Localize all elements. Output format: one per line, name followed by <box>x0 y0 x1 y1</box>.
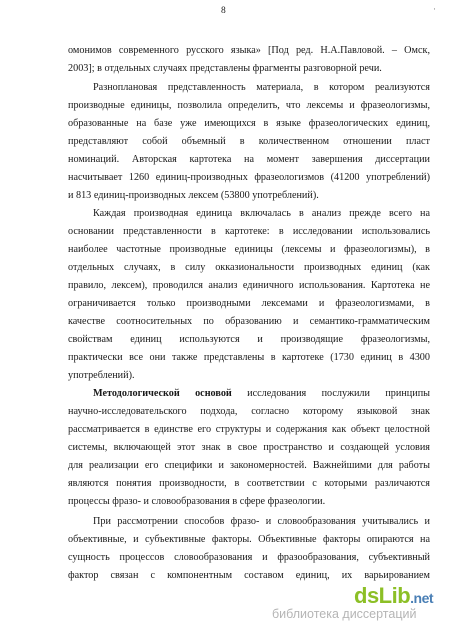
text-line: являются понятия производности, в соответствии с которыми различаются <box>68 478 430 489</box>
text-line: употреблений). <box>68 370 135 381</box>
text-line: фактор связан с компонентным составом единиц, их варьированием <box>68 570 430 581</box>
corner-mark: · <box>433 4 436 14</box>
text-line: основании представленности в картотеке: в исследовании использовались <box>68 226 430 237</box>
text-line: свойствам единиц используются и производящие фразеологизмы, <box>68 334 430 345</box>
text-line: рассматривается в единстве его структуры и содержания как объект целостной <box>68 424 430 435</box>
text-line: производные единицы, позволила определить, что лексемы и фразеологизмы, <box>68 100 430 111</box>
text-line: При рассмотрении способов фразо- и словообразования учитывались и <box>93 516 430 527</box>
page-number: 8 <box>221 6 226 16</box>
text-line: наиболее частотные производные единицы (лексемы и фразеологизмы), в <box>68 244 430 255</box>
text-line: отдельных случаях, в силу окказиональности производных единиц (как <box>68 262 430 273</box>
text-line: ограничивается только производными лексемами и фразеологизмами, в <box>68 298 430 309</box>
text-line: представляют собой объемный в количественном отношении пласт <box>68 136 430 147</box>
text-line: сущность процессов словообразования и фразообразования, субъективный <box>68 552 430 563</box>
text-line: номинаций. Авторская картотека на момент завершения диссертации <box>68 154 430 165</box>
text-line: объективные, и субъективные факторы. Объективные факторы опираются на <box>68 534 430 545</box>
text-line: системы, включающей этот знак в свое пространство и создающей условия <box>68 442 430 453</box>
text-line: процессы фразо- и словообразования в сфере фразеологии. <box>68 496 326 507</box>
watermark-subtitle: библиотека диссертаций <box>272 607 417 621</box>
text-line: правило, лексем), проводился анализ единичного использования. Картотека не <box>68 280 430 291</box>
text-line: Методологической основой исследования послужили принципы <box>93 388 430 399</box>
text-line: и 813 единиц-производных лексем (53800 употреблений). <box>68 190 319 201</box>
dslib-logo: dsLib.net <box>354 583 434 608</box>
text-line: омонимов современного русского языка» [Под ред. Н.А.Павловой. – Омск, <box>68 45 430 56</box>
text-line: насчитывает 1260 единиц-производных фразеологизмов (41200 употреблений) <box>68 172 430 183</box>
bold-phrase: Методологической основой <box>93 388 232 399</box>
text-line: образованные на базе уже имеющихся в языке фразеологических единиц, <box>68 118 430 129</box>
text-line: практически все они также представлены в картотеке (1730 единиц в 4300 <box>68 352 430 363</box>
text-line: Разноплановая представленность материала, в котором реализуются <box>93 82 430 93</box>
text-line: научно-исследовательского подхода, согласно которому языковой знак <box>68 406 430 417</box>
text-line: 2003]; в отдельных случаях представлены фрагменты разговорной речи. <box>68 63 382 74</box>
dslib-watermark[interactable] <box>268 583 450 623</box>
text-line: для реализации его специфики и закономерностей. Важнейшими для работы <box>68 460 430 471</box>
text-line: Каждая производная единица включалась в анализ прежде всего на <box>93 208 430 219</box>
text-line: качестве соотносительных по образованию и семантико-грамматическим <box>68 316 430 327</box>
